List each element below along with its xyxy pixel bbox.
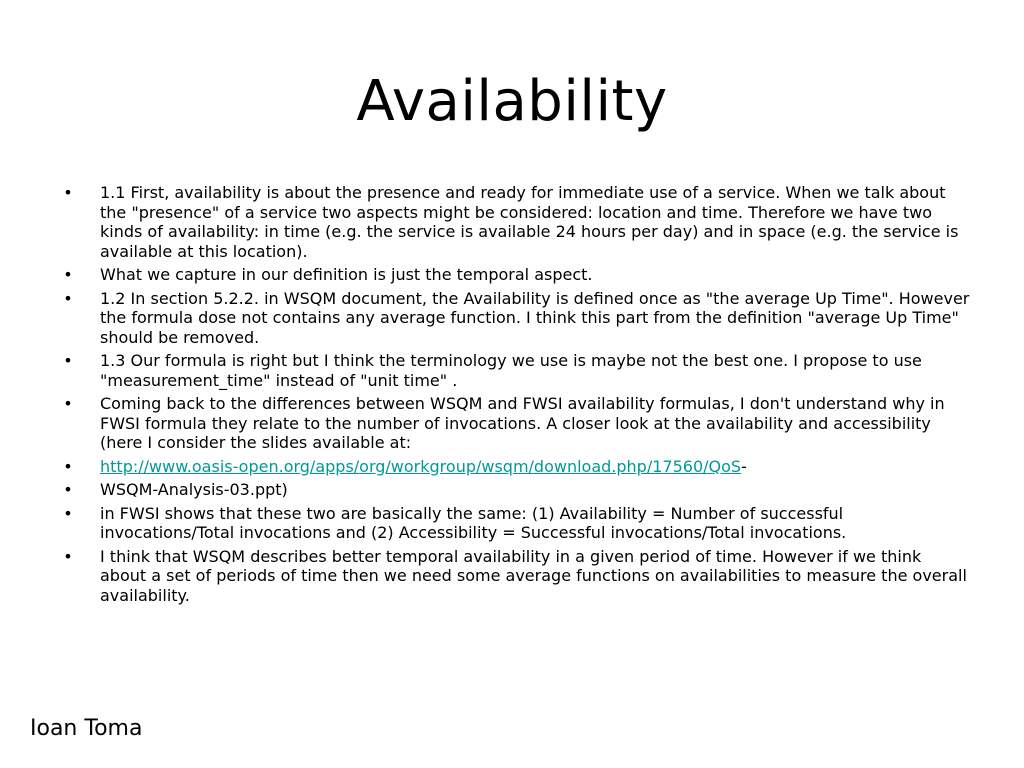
- list-item: [62, 547, 970, 606]
- slide-title: Availability: [356, 69, 668, 134]
- list-item: [62, 480, 970, 500]
- bullet-text: in FWSI shows that these two are basically the same: (1) Availability = Number of successful invocations/Total invocations and (2) Accessibility = Successful invocations/Total invocations.: [100, 503, 847, 542]
- list-item: [62, 289, 970, 348]
- bullet-text: I think that WSQM describes better temporal availability in a given period of time. However if we think about a set of periods of time then we need some average functions on availabilities to measure the overall availability.: [100, 546, 967, 605]
- bullet-text: Coming back to the differences between WSQM and FWSI availability formulas, I don't understand why in FWSI formula they relate to the number of invocations. A closer look at the availability and accessibility (here I consider the slides available at:: [100, 394, 945, 452]
- wsqm-download-link[interactable]: http://www.oasis-open.org/apps/org/workgroup/wsqm/download.php/17560/QoS: [100, 456, 742, 476]
- link-suffix: -: [741, 456, 747, 476]
- bullet-dot-icon: •: [63, 456, 73, 476]
- bullet-text: What we capture in our definition is just the temporal aspect.: [100, 265, 593, 284]
- bullet-text: 1.3 Our formula is right but I think the terminology we use is maybe not the best one. I propose to use "measurement_time" instead of "unit time" .: [100, 351, 922, 390]
- author-name: Ioan Toma: [30, 716, 143, 741]
- bullet-dot-icon: •: [63, 480, 73, 499]
- list-item: [62, 394, 970, 453]
- list-item: [62, 457, 970, 477]
- list-item: [62, 265, 970, 285]
- bullet-text: WSQM-Analysis-03.ppt): [100, 480, 288, 499]
- list-item: [62, 351, 970, 390]
- bullet-dot-icon: •: [63, 503, 73, 523]
- bullet-dot-icon: •: [63, 351, 73, 370]
- bullet-dot-icon: •: [63, 546, 73, 566]
- bullet-list: [62, 183, 970, 609]
- bullet-dot-icon: •: [63, 265, 73, 284]
- bullet-text: 1.2 In section 5.2.2. in WSQM document, the Availability is defined once as "the average Up Time". However the formula dose not contains any average function. I think this part from the definition "average Up Time" should be removed.: [100, 288, 970, 347]
- list-item: [62, 183, 970, 261]
- list-item: [62, 504, 970, 543]
- bullet-dot-icon: •: [63, 183, 73, 202]
- bullet-dot-icon: •: [63, 394, 73, 413]
- bullet-text: 1.1 First, availability is about the presence and ready for immediate use of a service. When we talk about the "presence" of a service two aspects might be considered: location and time. Therefore we have two kinds of availability: in time (e.g. the service is available 24 hours per day) and in space (e.g. the service is available at this location).: [100, 183, 959, 261]
- bullet-dot-icon: •: [63, 288, 73, 308]
